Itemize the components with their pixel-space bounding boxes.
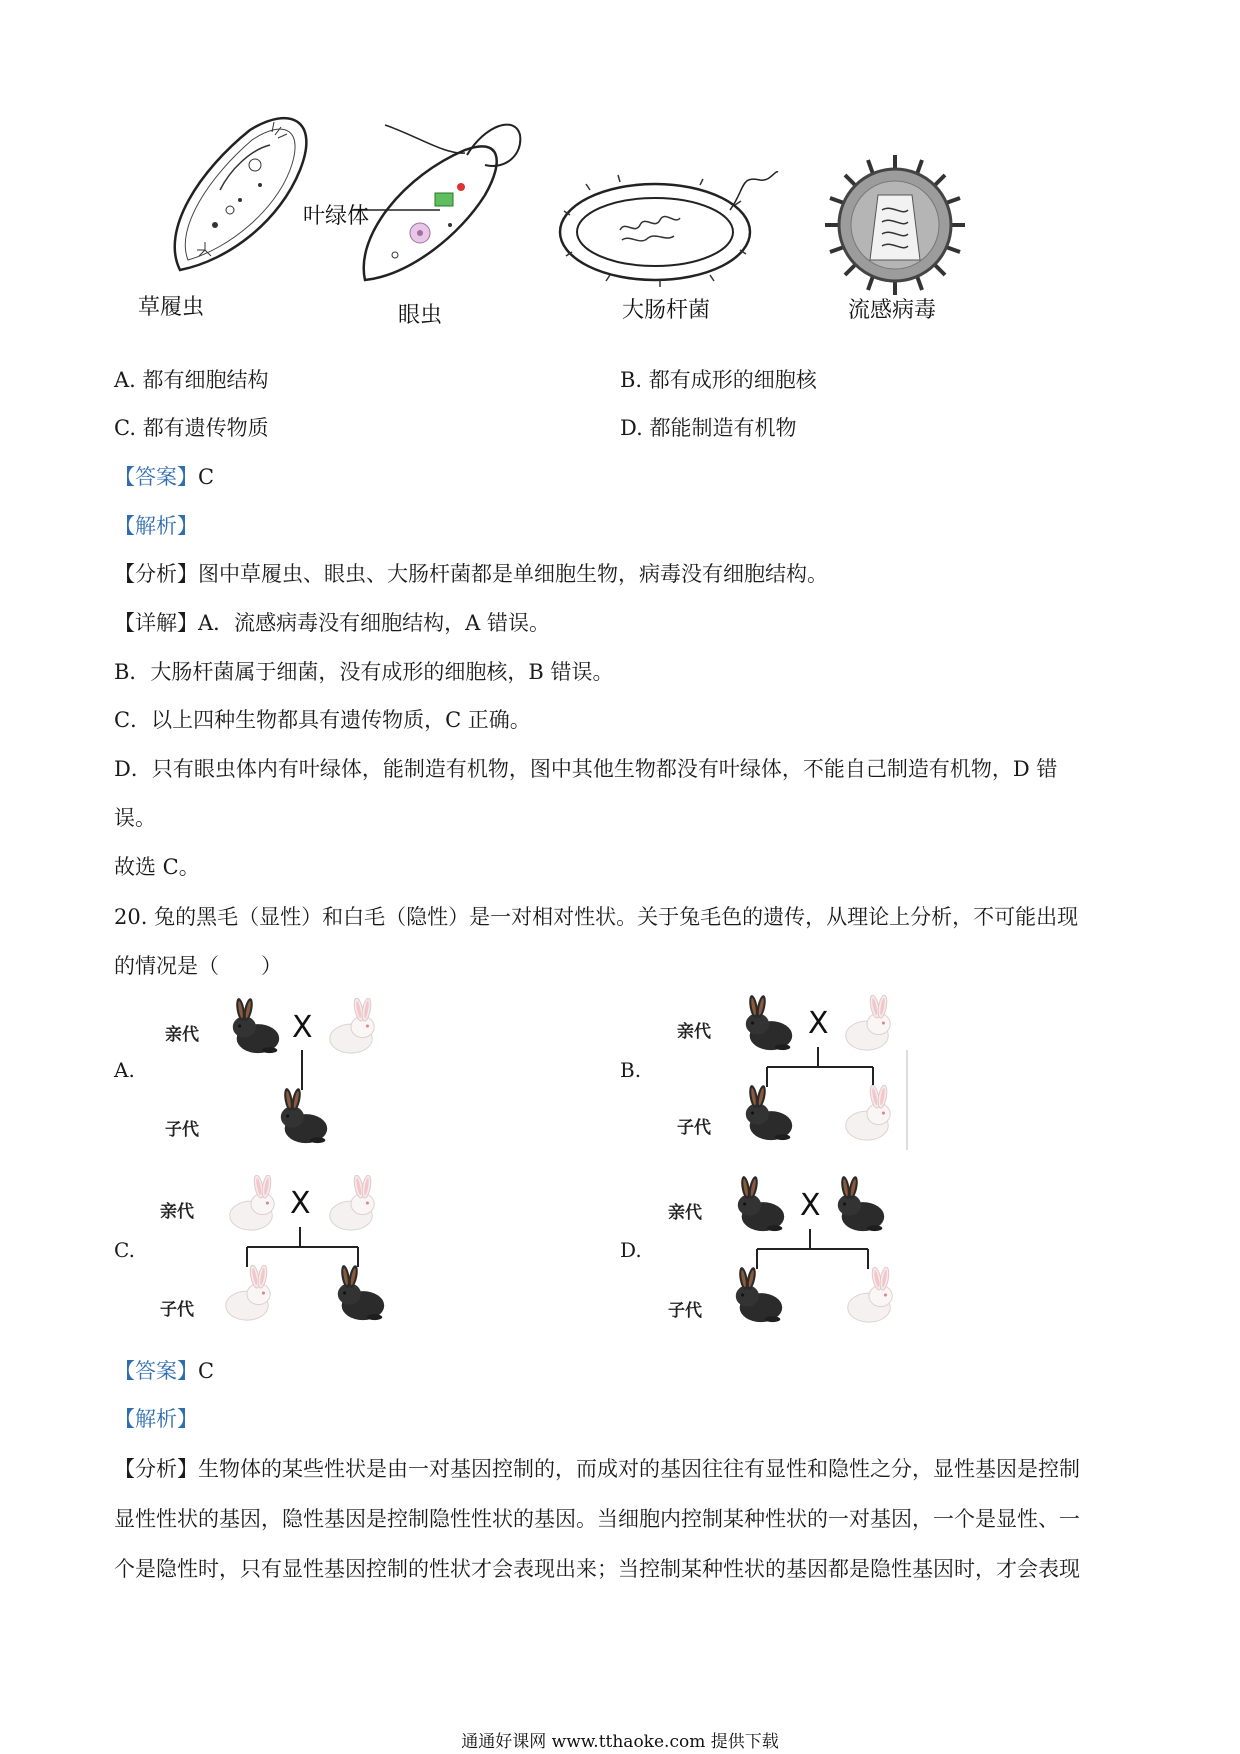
- child-label: 子代: [165, 1120, 199, 1140]
- rabbit-black-icon: [275, 1088, 333, 1146]
- q19-option-b: B. 都有成形的细胞核: [620, 368, 817, 392]
- rabbit-white-icon: [218, 1265, 276, 1323]
- image-border: [906, 1050, 908, 1150]
- rabbit-white-icon: [222, 1175, 280, 1233]
- rabbit-black-icon: [732, 1176, 790, 1234]
- label-influenza: 流感病毒: [848, 298, 937, 323]
- cross-symbol: X: [290, 1186, 311, 1221]
- cross-branch: [755, 1229, 870, 1269]
- rabbit-black-icon: [332, 1265, 390, 1323]
- q20-fenxi-line1: 【分析】生物体的某些性状是由一对基因控制的，而成对的基因往往有显性和隐性之分，显性基因是控制: [114, 1457, 1080, 1481]
- label-ecoli: 大肠杆菌: [622, 298, 711, 323]
- rabbit-black-icon: [832, 1176, 890, 1234]
- child-label: 子代: [160, 1300, 194, 1320]
- parent-label: 亲代: [677, 1022, 711, 1042]
- cross-symbol: X: [292, 1010, 313, 1045]
- cross-line: [300, 1050, 304, 1090]
- ecoli-icon: [560, 170, 780, 290]
- q19-option-d: D. 都能制造有机物: [620, 416, 797, 440]
- q19-option-c: C. 都有遗传物质: [114, 416, 269, 440]
- rabbit-black-icon: [730, 1267, 788, 1325]
- q19-detail-c: C．以上四种生物都具有遗传物质，C 正确。: [114, 708, 531, 732]
- cross-symbol: X: [808, 1006, 829, 1041]
- paramecium-icon: [160, 110, 320, 280]
- cross-branch: [765, 1047, 875, 1087]
- cross-symbol: X: [800, 1188, 821, 1223]
- rabbit-black-icon: [740, 1085, 798, 1143]
- q20-stem-line2: 的情况是（ ）: [114, 954, 282, 978]
- label-euglena: 眼虫: [398, 303, 443, 328]
- rabbit-white-icon: [322, 998, 380, 1056]
- child-label: 子代: [668, 1301, 702, 1321]
- page-footer: 通通好课网 www.tthaoke.com 提供下载: [461, 1732, 779, 1752]
- influenza-virus-icon: [820, 150, 970, 300]
- parent-label: 亲代: [668, 1203, 702, 1223]
- child-label: 子代: [677, 1118, 711, 1138]
- q20-analysis-heading: 【解析】: [114, 1407, 198, 1431]
- q19-detail-b: B．大肠杆菌属于细菌，没有成形的细胞核，B 错误。: [114, 660, 614, 684]
- label-chloroplast: 叶绿体: [303, 204, 370, 229]
- q20-fenxi-line2: 显性性状的基因，隐性基因是控制隐性性状的基因。当细胞内控制某种性状的一对基因，一个是显性、一: [114, 1507, 1080, 1531]
- rabbit-black-icon: [740, 995, 798, 1053]
- rabbit-white-icon: [322, 1175, 380, 1233]
- q19-detail-d-cont: 误。: [114, 806, 156, 830]
- rabbit-white-icon: [838, 995, 896, 1053]
- q19-fenxi: 【分析】图中草履虫、眼虫、大肠杆菌都是单细胞生物，病毒没有细胞结构。: [114, 562, 828, 586]
- label-paramecium: 草履虫: [138, 295, 205, 320]
- parent-label: 亲代: [160, 1202, 194, 1222]
- q20-fenxi-line3: 个是隐性时，只有显性基因控制的性状才会表现出来；当控制某种性状的基因都是隐性基因时，才会表现: [114, 1557, 1080, 1581]
- q19-analysis-heading: 【解析】: [114, 514, 198, 538]
- rabbit-white-icon: [838, 1085, 896, 1143]
- parent-label: 亲代: [165, 1025, 199, 1045]
- q20-answer: 【答案】C: [114, 1359, 215, 1383]
- rabbit-black-icon: [227, 998, 285, 1056]
- q19-option-a: A. 都有细胞结构: [114, 368, 269, 392]
- q19-detail-a: 【详解】A．流感病毒没有细胞结构，A 错误。: [114, 611, 551, 635]
- q19-answer: 【答案】C: [114, 465, 215, 489]
- q19-conclusion: 故选 C。: [114, 855, 200, 879]
- euglena-icon: [355, 115, 535, 295]
- rabbit-white-icon: [840, 1267, 898, 1325]
- q19-detail-d: D．只有眼虫体内有叶绿体，能制造有机物，图中其他生物都没有叶绿体，不能自己制造有机物，D 错: [114, 757, 1058, 781]
- cross-branch: [245, 1227, 360, 1267]
- q20-stem-line1: 20. 兔的黑毛（显性）和白毛（隐性）是一对相对性状。关于兔毛色的遗传，从理论上分析，不可能出现: [114, 905, 1079, 929]
